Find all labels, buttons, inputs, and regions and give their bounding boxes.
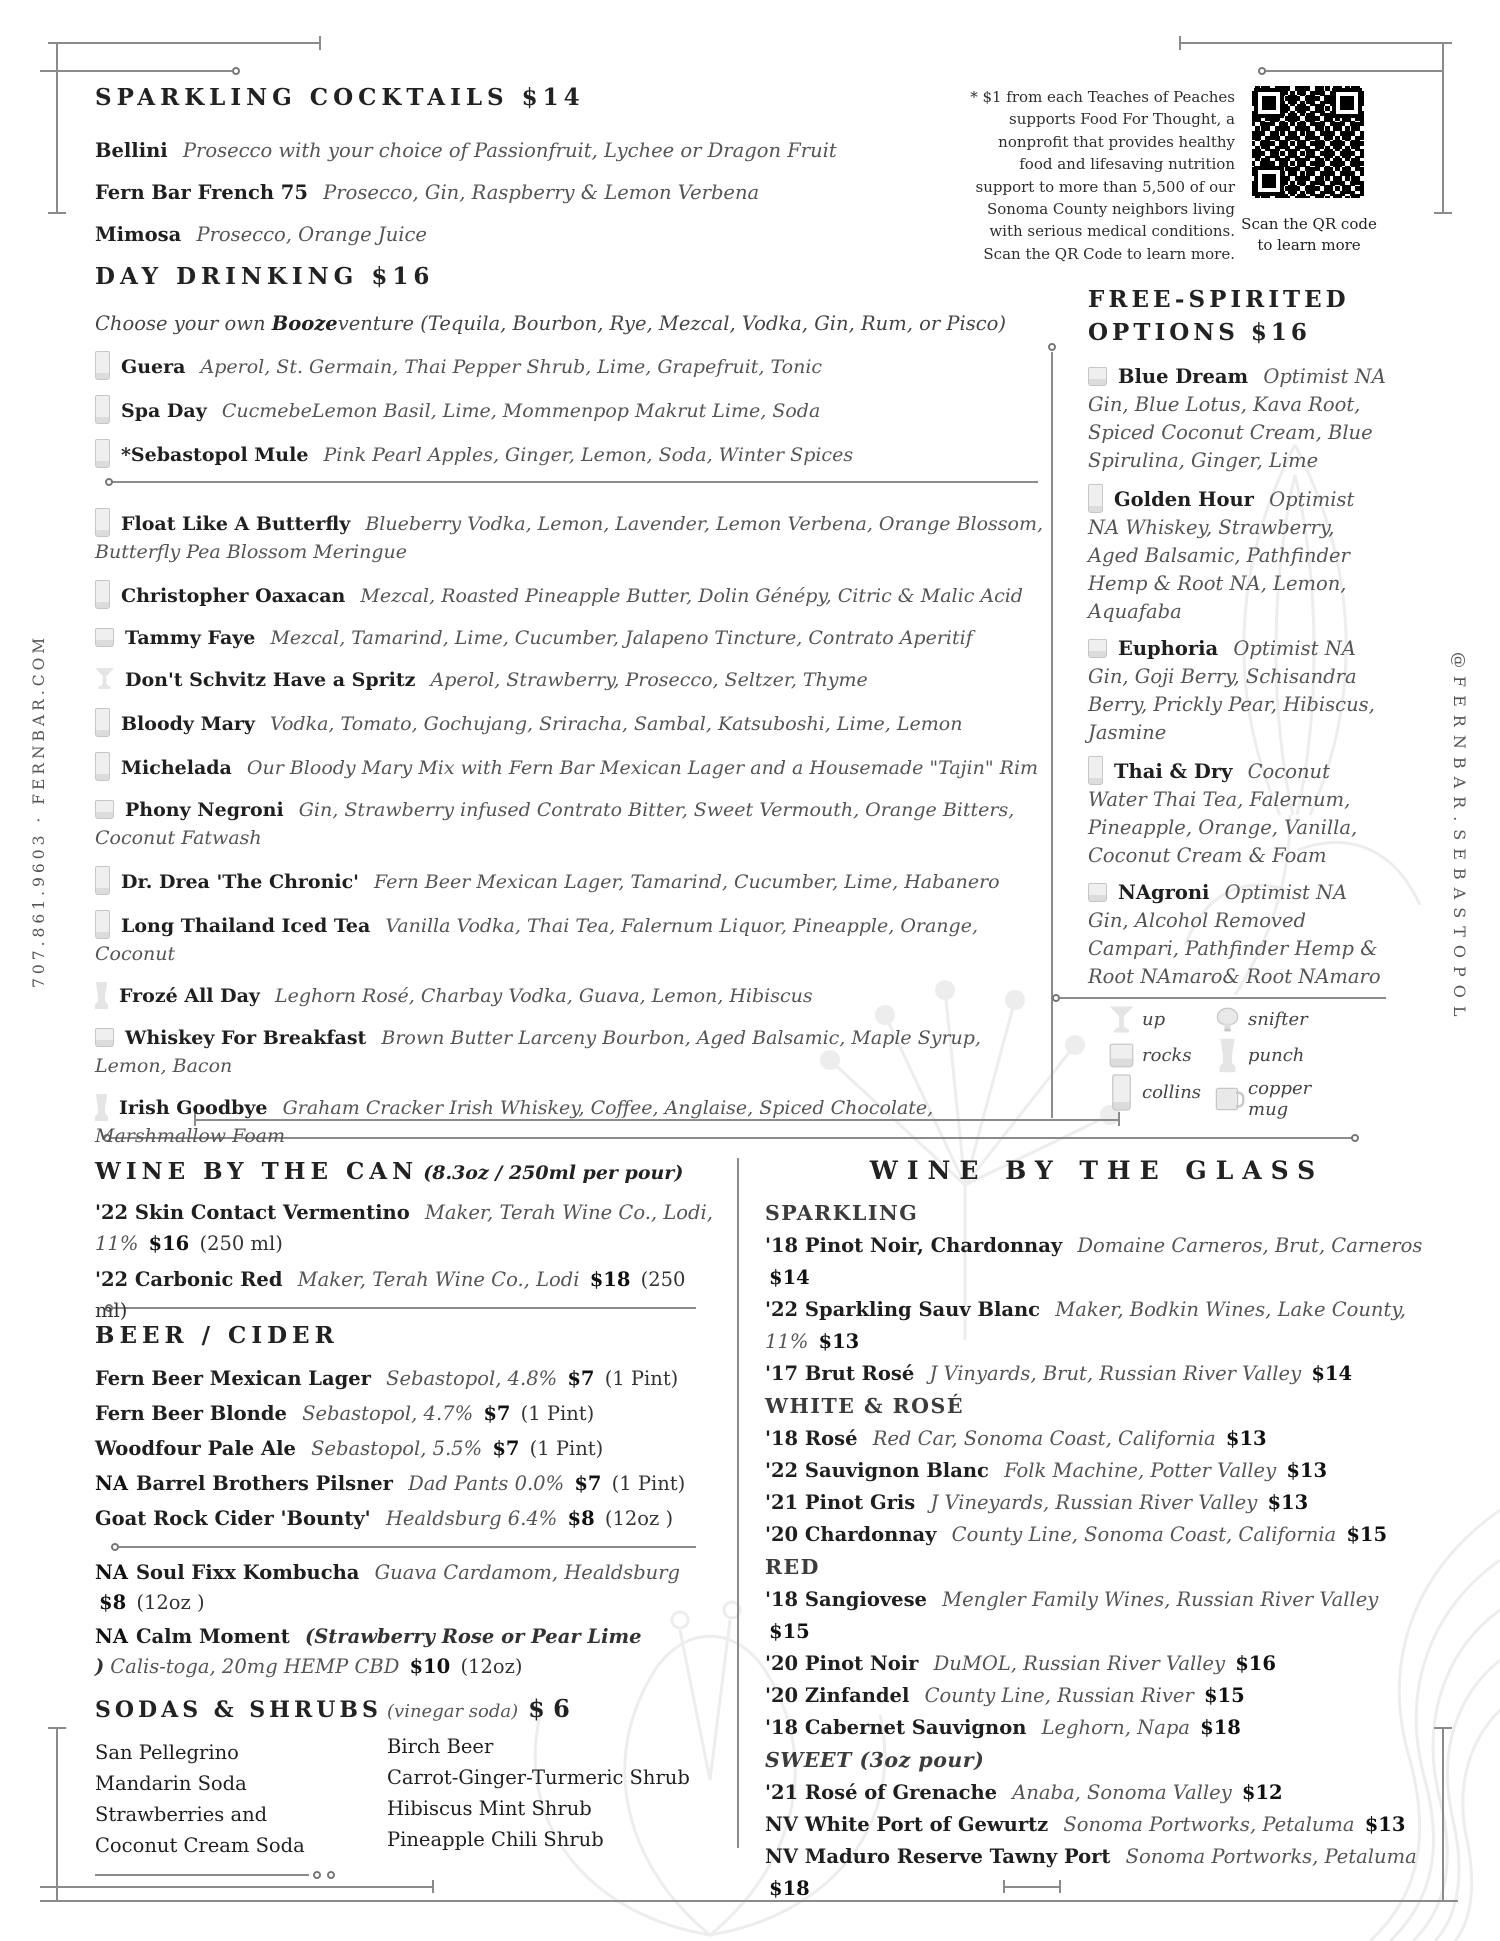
item-name: '18 Pinot Noir, Chardonnay (765, 1234, 1063, 1257)
qr-code-icon (1252, 86, 1364, 198)
item-name: Fern Bar French 75 (95, 181, 308, 204)
soda-item: Mandarin Soda (95, 1772, 247, 1795)
menu-item (95, 1505, 715, 1532)
item-description: Mezcal, Tamarind, Lime, Cucumber, Jalapeno Tincture, Contrato Aperitif (270, 627, 973, 649)
glass-icon (1109, 1006, 1133, 1032)
menu-item (765, 1680, 1429, 1712)
item-size: (12oz) (460, 1655, 523, 1678)
item-price: $18 (769, 1877, 810, 1900)
item-name: Bellini (95, 139, 168, 162)
item-description: Aperol, St. Germain, Thai Pepper Shrub, Lime, Grapefruit, Tonic (200, 356, 823, 378)
legend-label: up (1142, 1009, 1166, 1030)
beer-cider-list (95, 1365, 715, 1532)
frame-line (1179, 36, 1181, 50)
frame-line (40, 1886, 432, 1888)
item-description: DuMOL, Russian River Valley (933, 1652, 1225, 1675)
frame-line (1442, 42, 1444, 214)
legend-label: rocks (1142, 1045, 1192, 1066)
item-price: $13 (1225, 1427, 1267, 1450)
item-price: $7 (483, 1402, 511, 1425)
menu-item (765, 1423, 1429, 1455)
glass-icon (1219, 1039, 1235, 1073)
frame-line (56, 42, 58, 214)
item-description: Graham Cracker Irish Whiskey, Coffee, Anglaise, Spiced Chocolate, Marshmallow Foam (95, 1097, 934, 1147)
beer-cider-heading: BEER / CIDER (95, 1322, 339, 1349)
item-name: Woodfour Pale Ale (95, 1437, 296, 1460)
legend-label: snifter (1248, 1009, 1308, 1030)
charity-note: * $1 from each Teaches of Peaches supports Food For Thought, a nonprofit that provides healthy food and lifesaving nutrition support to more than 5,500 of our Sonoma County neighbors living with serious medical conditions. Scan the QR Code to learn more. (970, 88, 1235, 263)
menu-item (95, 1264, 715, 1326)
item-description: Anaba, Sonoma Valley (1012, 1781, 1232, 1804)
glass-icon (95, 910, 110, 939)
glass-icon (95, 439, 110, 468)
item-size: (1 Pint) (611, 1472, 686, 1495)
legend-label: punch (1248, 1045, 1305, 1066)
menu-item (765, 1841, 1429, 1905)
item-description: Brown Butter Larceny Bourbon, Aged Balsamic, Maple Syrup, Lemon, Bacon (95, 1027, 981, 1077)
item-name: Don't Schvitz Have a Spritz (125, 669, 416, 691)
menu-item (95, 1558, 715, 1618)
wine-section-label-sweet: SWEET (3oz pour) (765, 1748, 985, 1772)
divider-legend (1060, 997, 1386, 999)
item-name: '22 Carbonic Red (95, 1268, 283, 1291)
wine-section-label-sparkling: SPARKLING (765, 1201, 919, 1225)
sodas-shrubs-heading: SODAS & SHRUBS (95, 1697, 382, 1723)
menu-item (765, 1358, 1429, 1390)
soda-item: Hibiscus Mint Shrub (387, 1797, 592, 1820)
glass-icon (1109, 1044, 1133, 1068)
soda-item: San Pellegrino (95, 1741, 239, 1764)
cocktails-section (95, 84, 1055, 483)
item-description: Red Car, Sonoma Coast, California (872, 1427, 1216, 1450)
heading-line: FREE-SPIRITED (1088, 286, 1350, 313)
item-description: County Line, Sonoma Coast, California (951, 1523, 1337, 1546)
item-price: $13 (1364, 1813, 1406, 1836)
free-spirited-section (1088, 283, 1390, 991)
menu-item (765, 1230, 1429, 1294)
item-name: '20 Chardonnay (765, 1523, 937, 1546)
item-price: $14 (1311, 1362, 1353, 1385)
ornament-line (1266, 70, 1442, 72)
item-price: $13 (1286, 1459, 1328, 1482)
wine-by-glass-section (765, 1156, 1429, 1905)
item-size: (12oz ) (604, 1507, 674, 1530)
glass-icon (95, 1028, 114, 1047)
item-name: Calm Moment (135, 1625, 290, 1648)
item-name: '18 Rosé (765, 1427, 858, 1450)
item-price: $18 (589, 1268, 631, 1291)
sodas-column-1 (95, 1737, 315, 1861)
menu-item (95, 1470, 715, 1497)
item-price: $13 (818, 1330, 860, 1353)
menu-item (1088, 484, 1390, 626)
qr-finder-icon (1254, 88, 1284, 118)
item-name: '22 Sparkling Sauv Blanc (765, 1298, 1041, 1321)
item-name: Irish Goodbye (119, 1097, 268, 1119)
frame-line (1442, 1727, 1444, 1900)
menu-item (765, 1648, 1429, 1680)
wine-list-red (765, 1584, 1429, 1744)
glass-icon (95, 351, 110, 380)
menu-item (95, 624, 1055, 652)
divider-dot (111, 1543, 119, 1551)
item-description: County Line, Russian River (924, 1684, 1194, 1707)
instagram-vertical-text: @FERNBAR.SEBASTOPOL (1450, 652, 1469, 1025)
item-name: '21 Rosé of Grenache (765, 1781, 998, 1804)
menu-item (95, 982, 1055, 1010)
item-name: Thai & Dry (1114, 760, 1233, 783)
menu-item (95, 1400, 715, 1427)
item-name: Euphoria (1118, 637, 1219, 660)
item-size: (12oz ) (136, 1591, 205, 1614)
legend-row (1212, 1042, 1340, 1069)
item-price: $15 (769, 1620, 810, 1643)
item-name: Fern Beer Blonde (95, 1402, 287, 1425)
item-name: NV Maduro Reserve Tawny Port (765, 1845, 1111, 1868)
item-price: $16 (1235, 1652, 1276, 1675)
item-size: (250 ml) (199, 1232, 283, 1255)
item-description: J Vinyards, Brut, Russian River Valley (929, 1362, 1302, 1385)
menu-item (95, 1094, 1055, 1150)
menu-item (765, 1712, 1429, 1744)
soda-item: Carrot-Ginger-Turmeric Shrub (387, 1766, 690, 1789)
na-badge: NA (95, 1472, 128, 1495)
item-price: $7 (567, 1367, 595, 1390)
item-name: '20 Zinfandel (765, 1684, 910, 1707)
menu-item (1088, 363, 1390, 475)
item-name: '21 Pinot Gris (765, 1491, 916, 1514)
menu-item (95, 580, 1055, 610)
item-description: Dad Pants 0.0% (408, 1472, 565, 1495)
menu-item (765, 1809, 1429, 1841)
item-flavors: (Strawberry Rose or Pear Lime ) (95, 1625, 642, 1678)
frame-line (1434, 212, 1452, 214)
item-description: Prosecco, Orange Juice (196, 223, 427, 246)
sodas-shrubs-note: (vinegar soda) (387, 1701, 519, 1722)
menu-item (765, 1455, 1429, 1487)
frame-line (1179, 42, 1444, 44)
legend-label: collins (1142, 1082, 1202, 1103)
menu-item (765, 1294, 1429, 1358)
item-description: Guava Cardamom, Healdsburg (374, 1561, 681, 1584)
item-description: Calis-toga, 20mg HEMP CBD (110, 1655, 400, 1678)
glass-icon (95, 708, 110, 737)
item-description: Maker, Bodkin Wines, Lake County, 11% (765, 1298, 1406, 1353)
glass-icon (95, 800, 114, 819)
item-name: Phony Negroni (125, 799, 284, 821)
sodas-shrubs-price: $ 6 (528, 1694, 570, 1723)
item-size: (1 Pint) (520, 1402, 595, 1425)
house-cocktails-list (95, 508, 1055, 1164)
qr-caption: Scan the QR code to learn more (1241, 215, 1377, 254)
sparkling-cocktails-heading: SPARKLING COCKTAILS $14 (95, 84, 585, 111)
free-spirited-list (1088, 363, 1390, 991)
wine-section-label-white-rose: WHITE & ROSÉ (765, 1394, 964, 1418)
menu-item (1088, 635, 1390, 747)
item-description: Healdsburg 6.4% (385, 1507, 558, 1530)
glass-icon (1088, 484, 1103, 513)
glass-icon (1088, 367, 1107, 386)
glass-icon (95, 628, 114, 647)
item-name: Spa Day (121, 400, 207, 422)
item-price: $18 (1200, 1716, 1241, 1739)
glass-icon (1112, 1074, 1131, 1110)
item-description: Vodka, Tomato, Gochujang, Sriracha, Sambal, Katsuboshi, Lime, Lemon (270, 713, 963, 735)
intro-text: venture (Tequila, Bourbon, Rye, Mezcal, Vodka, Gin, Rum, or Pisco) (337, 312, 1006, 335)
item-name: '18 Cabernet Sauvignon (765, 1716, 1027, 1739)
item-description: Sonoma Portworks, Petaluma (1063, 1813, 1355, 1836)
item-description: Sebastopol, 4.7% (302, 1402, 474, 1425)
item-name: Whiskey For Breakfast (125, 1027, 367, 1049)
ornament-line (40, 70, 232, 72)
wine-by-can-section (95, 1158, 715, 1331)
wine-by-can-heading: WINE BY THE CAN (95, 1158, 419, 1185)
heading-line: OPTIONS $16 (1088, 319, 1311, 346)
item-name: Barrel Brothers Pilsner (135, 1472, 393, 1495)
sodas-column-2 (387, 1731, 727, 1855)
item-name: Tammy Faye (125, 627, 256, 649)
frame-line (48, 212, 66, 214)
item-description: Sebastopol, 5.5% (311, 1437, 483, 1460)
item-description: Maker, Terah Wine Co., Lodi, 11% (95, 1201, 713, 1255)
intro-bold-text: Booze (271, 312, 338, 335)
item-name: Bloody Mary (121, 713, 255, 735)
glass-icon (95, 508, 110, 537)
item-size: (1 Pint) (604, 1367, 679, 1390)
item-name: '20 Pinot Noir (765, 1652, 919, 1675)
item-description: Pink Pearl Apples, Ginger, Lemon, Soda, Winter Spices (323, 444, 854, 466)
item-name: '22 Skin Contact Vermentino (95, 1201, 410, 1224)
menu-item (95, 1435, 715, 1462)
na-badge: NA (95, 1625, 128, 1648)
item-description: Vanilla Vodka, Thai Tea, Falernum Liquor, Pineapple, Orange, Coconut (95, 915, 978, 965)
ornament-dot (313, 1871, 321, 1879)
menu-item (95, 395, 1055, 425)
menu-item (95, 508, 1055, 566)
wine-by-can-note: (8.3oz / 250ml per pour) (423, 1162, 684, 1184)
menu-item (765, 1519, 1429, 1551)
item-price: $8 (99, 1591, 127, 1614)
item-name: Golden Hour (1114, 488, 1254, 511)
soda-item: Strawberries and Coconut Cream Soda (95, 1803, 305, 1857)
divider-dot (1351, 1134, 1359, 1142)
menu-item (1088, 756, 1390, 870)
menu-item (95, 796, 1055, 852)
item-name: Float Like A Butterfly (121, 513, 351, 535)
menu-item (95, 1622, 715, 1682)
item-description: Leghorn Rosé, Charbay Vodka, Guava, Lemon, Hibiscus (275, 985, 813, 1007)
item-price: $7 (492, 1437, 520, 1460)
wine-list-sweet (765, 1777, 1429, 1905)
item-description: Domaine Carneros, Brut, Carneros (1077, 1234, 1423, 1257)
sodas-shrubs-section (95, 1694, 755, 1857)
item-price: $15 (1203, 1684, 1245, 1707)
menu-item (95, 910, 1055, 968)
item-price: $15 (1346, 1523, 1388, 1546)
wine-list-white-rose (765, 1423, 1429, 1551)
item-description: Maker, Terah Wine Co., Lodi (297, 1268, 580, 1291)
item-description: Optimist NA Gin, Alcohol Removed Campari, Pathfinder Hemp & Root NAmaro& Root NAmaro (1088, 881, 1381, 988)
item-name: NV White Port of Gewurtz (765, 1813, 1049, 1836)
wine-section-label-red: RED (765, 1555, 820, 1579)
item-description: Mezcal, Roasted Pineapple Butter, Dolin Génépy, Citric & Malic Acid (360, 585, 1023, 607)
item-name: Christopher Oaxacan (121, 585, 346, 607)
glass-icon (95, 580, 110, 609)
item-description: Optimist NA Gin, Blue Lotus, Kava Root, Spiced Coconut Cream, Blue Spirulina, Ginger, Lime (1088, 365, 1386, 472)
item-description: Optimist NA Gin, Goji Berry, Schisandra Berry, Prickly Pear, Hibiscus, Jasmine (1088, 637, 1375, 744)
menu-item (765, 1584, 1429, 1648)
menu-item (95, 1024, 1055, 1080)
item-price: $13 (1267, 1491, 1309, 1514)
glass-icon (1216, 1088, 1239, 1111)
item-description: Optimist NA Whiskey, Strawberry, Aged Balsamic, Pathfinder Hemp & Root NA, Lemon, Aquafaba (1088, 488, 1355, 623)
item-name: Mimosa (95, 223, 182, 246)
phone-website-vertical-text: 707.861.9603 · FERNBAR.COM (30, 633, 48, 988)
item-size: (250 ml) (95, 1268, 686, 1322)
menu-item (95, 179, 1055, 207)
item-description: Our Bloody Mary Mix with Fern Bar Mexican Lager and a Housemade "Tajin" Rim (246, 757, 1039, 779)
menu-item (95, 1197, 715, 1259)
item-description: Sonoma Portworks, Petaluma (1125, 1845, 1417, 1868)
menu-item (95, 439, 1055, 469)
item-name: Soul Fixx Kombucha (135, 1561, 360, 1584)
menu-item (1088, 879, 1390, 991)
glass-icon (95, 395, 110, 424)
item-name: Goat Rock Cider 'Bounty' (95, 1507, 371, 1530)
item-name: Blue Dream (1118, 365, 1249, 388)
qr-finder-icon (1254, 166, 1284, 196)
legend-label: copper mug (1248, 1078, 1312, 1120)
ornament-dot (327, 1871, 335, 1879)
glass-icon (95, 752, 110, 781)
item-description: Blueberry Vodka, Lemon, Lavender, Lemon Verbena, Orange Blossom, Butterfly Pea Blossom Meringue (95, 513, 1044, 563)
item-price: $10 (409, 1655, 451, 1678)
item-description: CucmebeLemon Basil, Lime, Mommenpop Makrut Lime, Soda (221, 400, 821, 422)
wine-by-glass-heading: WINE BY THE GLASS (869, 1156, 1325, 1185)
item-price: $12 (1241, 1781, 1283, 1804)
legend-row (1212, 1006, 1340, 1033)
sparkling-cocktails-list (95, 137, 1055, 249)
item-description: Prosecco with your choice of Passionfruit, Lychee or Dragon Fruit (182, 139, 837, 162)
item-name: Frozé All Day (119, 985, 260, 1007)
item-description: Aperol, Strawberry, Prosecco, Seltzer, Thyme (430, 669, 868, 691)
day-drinking-heading: DAY DRINKING $16 (95, 263, 435, 290)
item-name: Guera (121, 356, 186, 378)
menu-item (95, 866, 1055, 896)
menu-item (765, 1777, 1429, 1809)
na-drinks-section (95, 1558, 715, 1686)
frame-line (319, 36, 321, 50)
item-description: Sebastopol, 4.8% (386, 1367, 558, 1390)
glass-icon (1088, 756, 1103, 785)
day-drinking-intro (95, 310, 1055, 338)
divider-vertical-bottom (737, 1158, 739, 1848)
menu-item (95, 351, 1055, 381)
soda-item: Birch Beer (387, 1735, 494, 1758)
glass-icon (1088, 883, 1107, 902)
frame-line (48, 1727, 66, 1729)
item-name: Dr. Drea 'The Chronic' (121, 871, 359, 893)
item-name: Fern Beer Mexican Lager (95, 1367, 371, 1390)
glass-legend-right (1212, 1006, 1340, 1129)
menu-item (95, 666, 1055, 694)
item-size: (1 Pint) (529, 1437, 604, 1460)
menu-item (95, 708, 1055, 738)
frame-line (432, 1880, 434, 1893)
frame-line (56, 42, 321, 44)
item-description: Coconut Water Thai Tea, Falernum, Pineapple, Orange, Vanilla, Coconut Cream & Foam (1088, 760, 1358, 867)
item-name: '18 Sangiovese (765, 1588, 927, 1611)
menu-item (95, 221, 1055, 249)
item-price: $7 (574, 1472, 602, 1495)
item-name: '22 Sauvignon Blanc (765, 1459, 989, 1482)
glass-icon (1216, 1008, 1237, 1032)
glass-icon (95, 668, 114, 689)
item-description: Gin, Strawberry infused Contrato Bitter, Sweet Vermouth, Orange Bitters, Coconut Fatwash (95, 799, 1015, 849)
legend-row (1212, 1078, 1340, 1120)
item-name: NAgroni (1118, 881, 1210, 904)
item-name: Long Thailand Iced Tea (121, 915, 371, 937)
glass-icon (95, 1094, 108, 1121)
beer-cider-section (95, 1322, 715, 1540)
item-name: *Sebastopol Mule (121, 444, 309, 466)
item-description: Folk Machine, Potter Valley (1004, 1459, 1277, 1482)
item-name: '17 Brut Rosé (765, 1362, 915, 1385)
soda-item: Pineapple Chili Shrub (387, 1828, 604, 1851)
frame-line (56, 1727, 58, 1900)
day-drinking-list (95, 351, 1055, 469)
ornament-line (95, 1874, 309, 1876)
item-description: Fern Beer Mexican Lager, Tamarind, Cucumber, Lime, Habanero (374, 871, 1000, 893)
item-name: Michelada (121, 757, 232, 779)
qr-finder-icon (1332, 88, 1362, 118)
intro-text: Choose your own (95, 312, 272, 335)
menu-item (95, 1365, 715, 1392)
item-description: Prosecco, Gin, Raspberry & Lemon Verbena (323, 181, 760, 204)
ornament-dot (1258, 67, 1266, 75)
menu-item (765, 1487, 1429, 1519)
frame-line (1434, 1727, 1452, 1729)
wine-list-sparkling (765, 1230, 1429, 1390)
menu-item (95, 137, 1055, 165)
item-description: Leghorn, Napa (1041, 1716, 1190, 1739)
divider-beer (118, 1546, 696, 1548)
glass-icon (95, 982, 108, 1009)
wine-by-can-list (95, 1197, 715, 1326)
glass-icon (95, 866, 110, 895)
menu-item (95, 752, 1055, 782)
item-description: J Vineyards, Russian River Valley (930, 1491, 1258, 1514)
item-price: $8 (567, 1507, 595, 1530)
free-spirited-heading (1088, 283, 1390, 349)
item-price: $14 (769, 1266, 810, 1289)
glass-icon (1088, 639, 1107, 658)
ornament-dot (232, 67, 240, 75)
item-price: $16 (148, 1232, 190, 1255)
item-description: Mengler Family Wines, Russian River Valley (942, 1588, 1379, 1611)
na-badge: NA (95, 1561, 128, 1584)
